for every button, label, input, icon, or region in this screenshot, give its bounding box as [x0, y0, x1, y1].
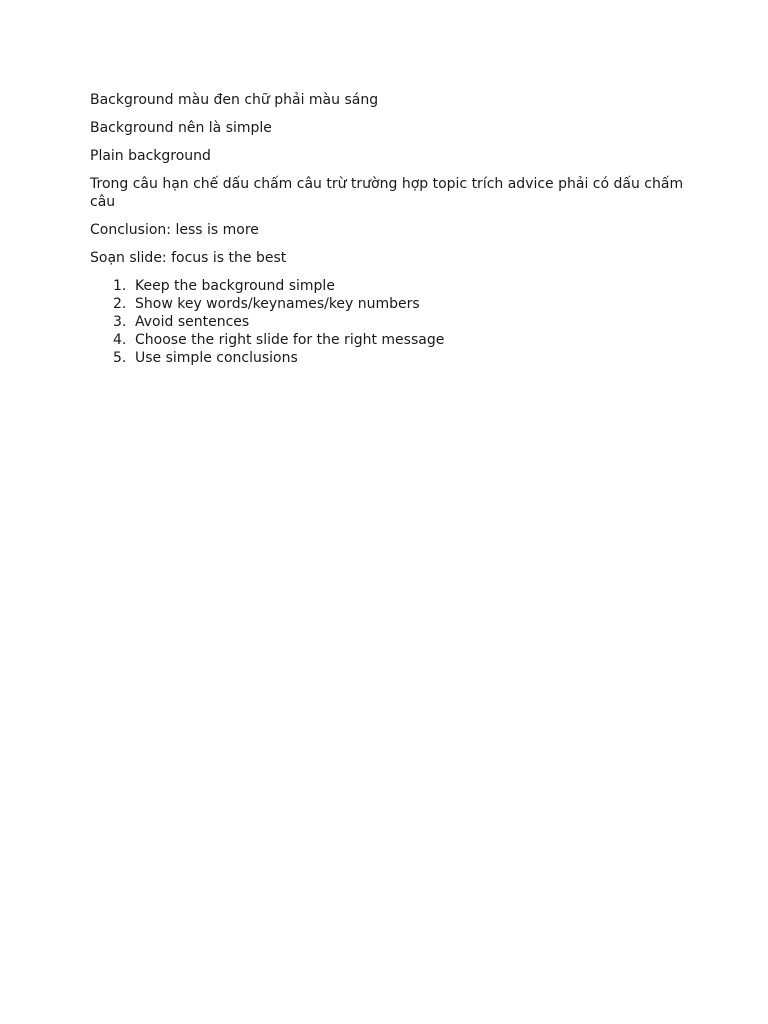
paragraph-slide-focus: Soạn slide: focus is the best: [90, 250, 287, 266]
paragraph-punctuation: Trong câu hạn chế dấu chấm câu trừ trường hợp topic trích advice phải có dấu chấm câu: [90, 176, 684, 210]
document-body: [90, 91, 690, 367]
list-item-number: 1.: [113, 278, 127, 294]
list-item: [90, 331, 690, 349]
list-item: [90, 295, 690, 313]
paragraph-background-simple: Background nên là simple: [90, 120, 272, 136]
list-item-text: Avoid sentences: [135, 314, 250, 330]
list-item-text: Choose the right slide for the right message: [135, 332, 445, 348]
list-item-number: 2.: [113, 296, 127, 312]
paragraph-conclusion: Conclusion: less is more: [90, 222, 259, 238]
list-item-text: Keep the background simple: [135, 278, 335, 294]
paragraph-plain-background: Plain background: [90, 148, 211, 164]
list-item: [90, 313, 690, 331]
list-item-number: 5.: [113, 350, 127, 366]
list-item-number: 4.: [113, 332, 127, 348]
paragraph-background-dark: Background màu đen chữ phải màu sáng: [90, 92, 379, 108]
list-item-number: 3.: [113, 314, 127, 330]
list-item: [90, 349, 690, 367]
list-item: [90, 277, 690, 295]
list-item-text: Show key words/keynames/key numbers: [135, 296, 420, 312]
numbered-list: [90, 277, 690, 367]
list-item-text: Use simple conclusions: [135, 350, 298, 366]
